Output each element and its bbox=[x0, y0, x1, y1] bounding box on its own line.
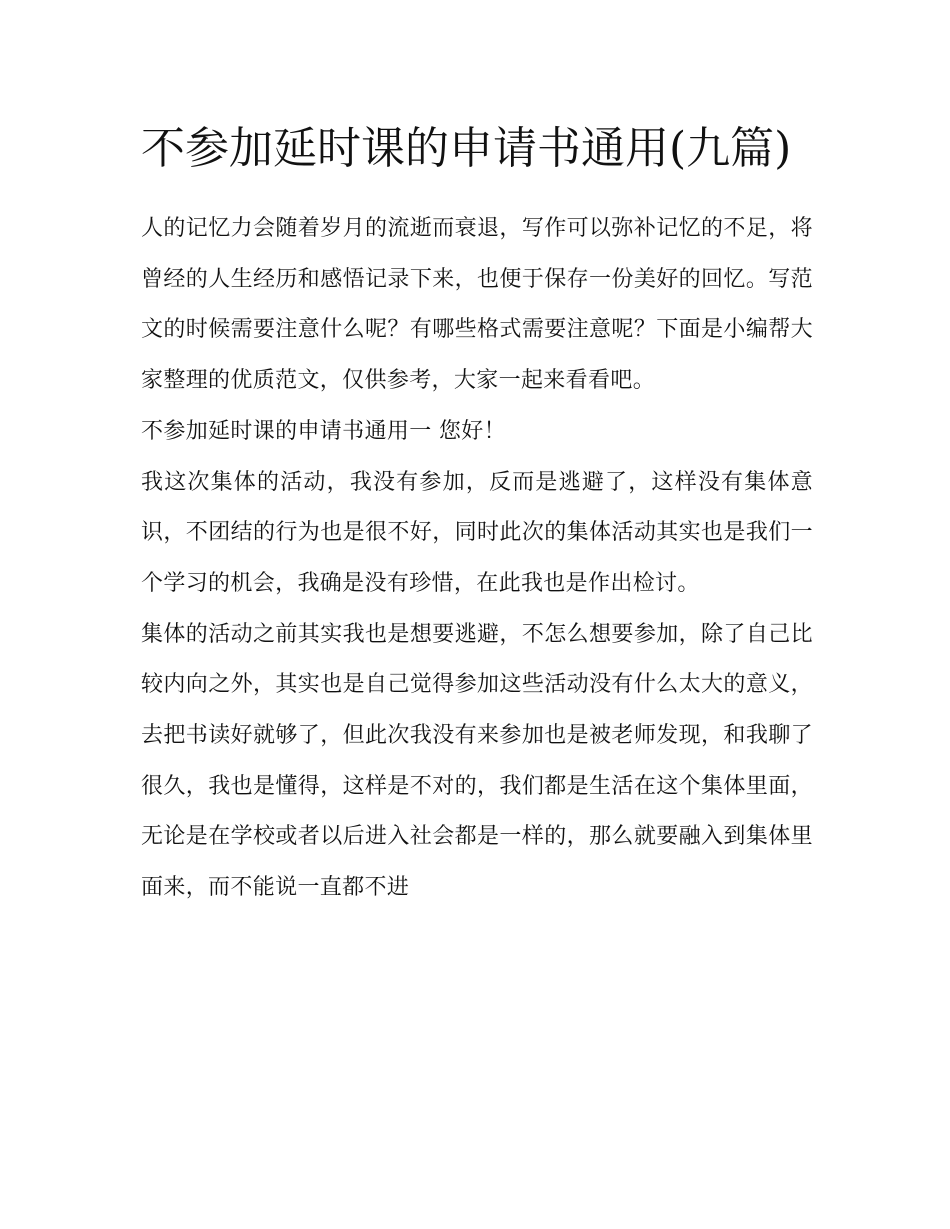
document-title: 不参加延时课的申请书通用(九篇) bbox=[141, 123, 792, 174]
intro-paragraph: 人的记忆力会随着岁月的流逝而衰退，写作可以弥补记忆的不足，将曾经的人生经历和感悟记录下来，也便于保存一份美好的回忆。写范文的时候需要注意什么呢？有哪些格式需要注意呢？下面是小编帮大家整理的优质范文，仅供参考，大家一起来看看吧。 bbox=[141, 216, 813, 394]
body-paragraph: 集体的活动之前其实我也是想要逃避，不怎么想要参加，除了自己比较内向之外，其实也是自己觉得参加这些活动没有什么太大的意义，去把书读好就够了，但此次我没有来参加也是被老师发现，和我聊了很久，我也是懂得，这样是不对的，我们都是生活在这个集体里面，无论是在学校或者以后进入社会都是一样的，那么就要融入到集体里面来，而不能说一直都不进 bbox=[141, 621, 813, 901]
document-page bbox=[141, 110, 813, 914]
body-paragraph: 我这次集体的活动，我没有参加，反而是逃避了，这样没有集体意识，不团结的行为也是很不好，同时此次的集体活动其实也是我们一个学习的机会，我确是没有珍惜，在此我也是作出检讨。 bbox=[141, 469, 813, 596]
document-body bbox=[141, 204, 813, 914]
section-heading-paragraph: 不参加延时课的申请书通用一 您好！ bbox=[141, 418, 506, 444]
